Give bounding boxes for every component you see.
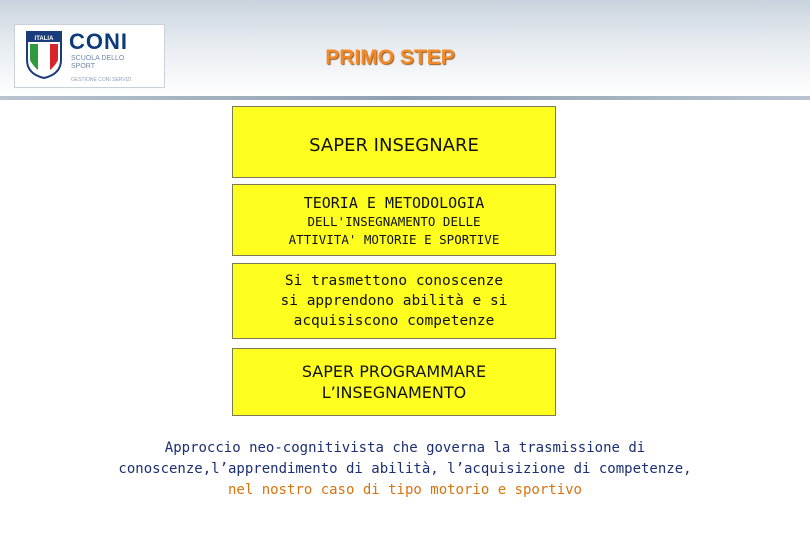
box3-line3: acquisiscono competenze [293, 313, 495, 329]
paragraph-line3: nel nostro caso di tipo motorio e sportivo [227, 482, 582, 498]
box4-line2: L’INSEGNAMENTO [321, 383, 467, 402]
brand-footer: GESTIONE CONI SERVIZI [71, 77, 132, 83]
box-teoria-metodologia [232, 184, 556, 256]
box1-text: SAPER INSEGNARE [309, 135, 479, 156]
page-title: PRIMO STEP [325, 46, 455, 69]
brand-subtitle: SCUOLA DELLO SPORT [71, 55, 125, 70]
flag-label: ITALIA [34, 36, 54, 42]
header-divider [0, 96, 810, 100]
coni-logo [14, 24, 165, 88]
box3-line1: Si trasmettono conoscenze [284, 273, 504, 289]
italia-shield-icon [25, 30, 63, 80]
box-saper-insegnare [232, 106, 556, 178]
paragraph-line2: conoscenze,l’apprendimento di abilità, l’acquisizione di competenze, [118, 461, 692, 477]
box2-line1: TEORIA E METODOLOGIA [303, 194, 485, 212]
box-saper-programmare [232, 348, 556, 416]
paragraph-line1: Approccio neo-cognitivista che governa la trasmissione di [164, 440, 646, 456]
brand-name: CONI [69, 29, 128, 54]
description-paragraph [60, 438, 750, 501]
box2-line2: DELL'INSEGNAMENTO DELLE [307, 214, 481, 229]
box4-line1: SAPER PROGRAMMARE [301, 362, 487, 381]
box2-line3: ATTIVITA' MOTORIE E SPORTIVE [288, 232, 500, 247]
box-conoscenze [232, 263, 556, 339]
box3-line2: si apprendono abilità e si [280, 293, 508, 309]
